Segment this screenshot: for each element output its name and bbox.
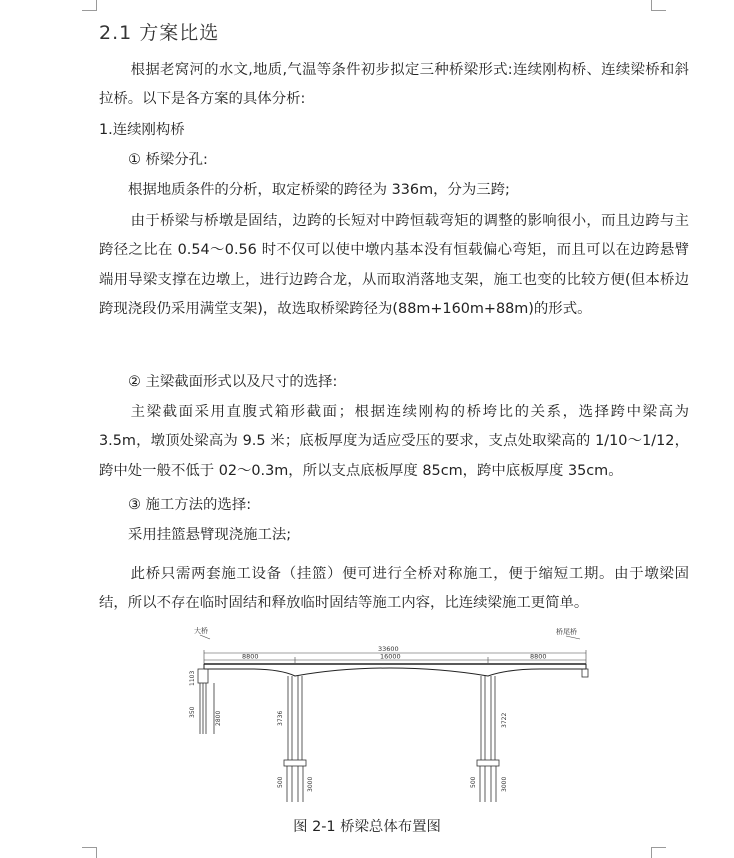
crop-mark-bottom-right	[651, 847, 666, 858]
dim-right: 8800	[530, 652, 547, 661]
pier1-foot: 500	[277, 776, 284, 788]
pier2-height: 3722	[501, 712, 508, 728]
abut-pile-a: 350	[189, 706, 196, 718]
figure-caption: 图 2-1 桥梁总体布置图	[293, 819, 441, 835]
item3-paragraph: 此桥只需两套施工设备（挂篮）便可进行全桥对称施工，便于缩短工期。由于墩梁固结，所以不存在临时固结和释放临时固结等施工内容，比连续梁施工更简单。	[99, 566, 689, 612]
item1-title: ① 桥梁分孔:	[128, 152, 208, 168]
intro-paragraph: 根据老窝河的水文,地质,气温等条件初步拟定三种桥梁形式:连续刚构桥、连续梁桥和斜拉桥。以下是各方案的具体分析:	[99, 62, 689, 108]
label-right: 桥尾桥	[556, 628, 577, 636]
subsection-title: 1.连续刚构桥	[99, 122, 185, 138]
dim-mid: 16000	[380, 652, 401, 661]
pier-1	[284, 676, 306, 802]
label-left: 大桥	[194, 627, 208, 635]
item1-paragraph: 由于桥梁与桥墩是固结，边跨的长短对中跨恒载弯矩的调整的影响很小，而且边跨与主跨径之比在 0.54～0.56 时不仅可以使中墩内基本没有恒载偏心弯矩，而且可以在边跨悬臂端用导梁支撑在边墩上，进行边跨合龙，从而取消落地支架，施工也变的比较方便(但本桥边跨现浇段仍采用满堂支架)，故选取桥梁跨径为(88m+160m+88m)的形式。	[99, 213, 689, 317]
pier-2	[477, 676, 499, 802]
section-heading: 2.1 方案比选	[99, 22, 220, 44]
dim-total: 33600	[378, 645, 399, 653]
pier1-height: 3736	[277, 710, 284, 726]
item3-title: ③ 施工方法的选择:	[128, 497, 252, 513]
crop-mark-bottom-left	[82, 847, 97, 858]
abut-height: 1103	[189, 670, 196, 686]
pier2-foot: 500	[470, 776, 477, 788]
item1-line: 根据地质条件的分析，取定桥梁的跨径为 336m，分为三跨;	[128, 182, 510, 198]
item2-title: ② 主梁截面形式以及尺寸的选择:	[128, 374, 338, 390]
right-abutment	[582, 669, 588, 677]
item2-paragraph: 主梁截面采用直腹式箱形截面；根据连续刚构的桥垮比的关系，选择跨中梁高为 3.5m，墩顶处梁高为 9.5 米；底板厚度为适应受压的要求，支点处取梁高的 1/10～1/12，跨中处一般不低于 02～0.3m，所以支点底板厚度 85cm，跨中底板厚度 35cm。	[99, 404, 689, 479]
bridge-layout-drawing	[190, 622, 600, 812]
pier2-pile: 3000	[501, 776, 508, 792]
abut-pile-b: 2800	[215, 710, 222, 726]
pier1-pile: 3000	[307, 776, 314, 792]
crop-mark-top-left	[82, 0, 97, 11]
box-girder	[204, 664, 586, 676]
left-abutment	[198, 669, 214, 734]
crop-mark-top-right	[651, 0, 666, 11]
dim-left: 8800	[242, 652, 259, 661]
item3-line: 采用挂篮悬臂现浇施工法;	[128, 527, 292, 543]
